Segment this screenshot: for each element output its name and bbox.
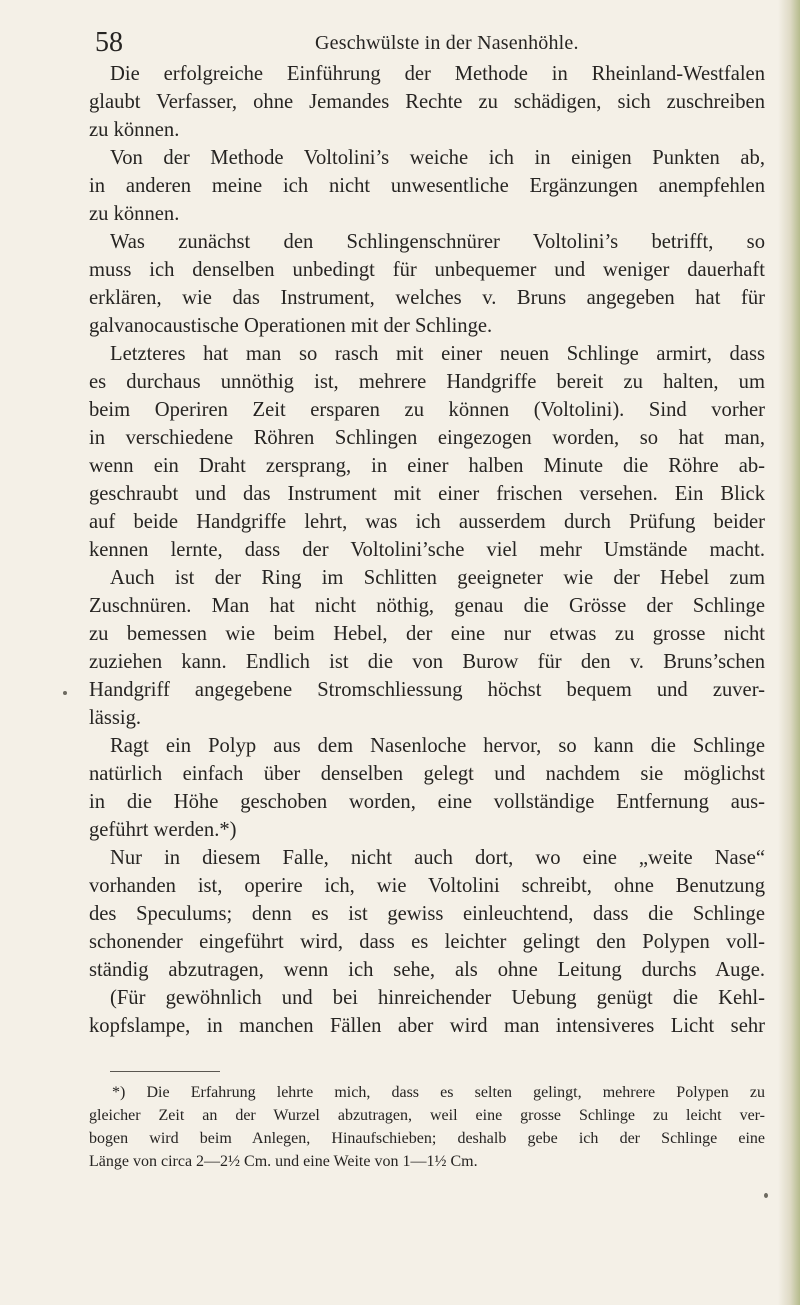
margin-ink-spot [764, 1193, 768, 1198]
text-line: zu bemessen wie beim Hebel, der eine nur etwas zu grosse nicht [89, 623, 765, 645]
page-number: 58 [95, 27, 123, 58]
footnote-line: bogen wird beim Anlegen, Hinaufschieben; deshalb gebe ich der Schlinge eine [89, 1130, 765, 1147]
margin-ink-spot [63, 691, 67, 695]
text-line: Auch ist der Ring im Schlitten geeigneter wie der Hebel zum [110, 567, 765, 589]
text-line: ständig abzutragen, wenn ich sehe, als ohne Leitung durchs Auge. [89, 959, 765, 981]
text-line: in die Höhe geschoben worden, eine vollständige Entfernung aus- [89, 791, 765, 813]
text-line: vorhanden ist, operire ich, wie Voltolini schreibt, ohne Benutzung [89, 875, 765, 897]
text-line: geführt werden.*) [89, 819, 237, 841]
text-line: Was zunächst den Schlingenschnürer Voltolini’s betrifft, so [110, 231, 765, 253]
text-line: glaubt Verfasser, ohne Jemandes Rechte zu schädigen, sich zuschreiben [89, 91, 765, 113]
text-line: schonender eingeführt wird, dass es leichter gelingt den Polypen voll- [89, 931, 765, 953]
text-line: kopfslampe, in manchen Fällen aber wird man intensiveres Licht sehr [89, 1015, 765, 1037]
text-line: natürlich einfach über denselben gelegt und nachdem sie möglichst [89, 763, 765, 785]
text-line: des Speculums; denn es ist gewiss einleuchtend, dass die Schlinge [89, 903, 765, 925]
footnote [89, 1081, 765, 1173]
text-line: lässig. [89, 707, 142, 729]
running-head [95, 28, 765, 58]
footnote-line: *) Die Erfahrung lehrte mich, dass es selten gelingt, mehrere Polypen zu [112, 1084, 765, 1101]
text-line: erklären, wie das Instrument, welches v. Bruns angegeben hat für [89, 287, 765, 309]
text-line: (Für gewöhnlich und bei hinreichender Uebung genügt die Kehl- [110, 987, 765, 1009]
text-line: kennen lernte, dass der Voltolini’sche viel mehr Umstände macht. [89, 539, 765, 561]
running-title: Geschwülste in der Nasenhöhle. [315, 32, 579, 54]
text-line: muss ich denselben unbedingt für unbequemer und weniger dauerhaft [89, 259, 765, 281]
text-line: beim Operiren Zeit ersparen zu können (Voltolini). Sind vorher [89, 399, 765, 421]
text-line: zu können. [89, 119, 180, 141]
text-line: Zuschnüren. Man hat nicht nöthig, genau die Grösse der Schlinge [89, 595, 765, 617]
text-line: Nur in diesem Falle, nicht auch dort, wo eine „weite Nase“ [110, 847, 765, 869]
text-line: geschraubt und das Instrument mit einer frischen versehen. Ein Blick [89, 483, 765, 505]
text-line: auf beide Handgriffe lehrt, was ich ausserdem durch Prüfung beider [89, 511, 765, 533]
body-text [89, 60, 765, 1040]
text-line: in verschiedene Röhren Schlingen eingezogen worden, so hat man, [89, 427, 765, 449]
text-line: Ragt ein Polyp aus dem Nasenloche hervor, so kann die Schlinge [110, 735, 765, 757]
page-edge-shadow [778, 0, 800, 1305]
text-line: Handgriff angegebene Stromschliessung höchst bequem und zuver- [89, 679, 765, 701]
text-line: Von der Methode Voltolini’s weiche ich in einigen Punkten ab, [110, 147, 765, 169]
footnote-separator [110, 1071, 220, 1072]
footnote-line: gleicher Zeit an der Wurzel abzutragen, weil eine grosse Schlinge zu leicht ver- [89, 1107, 765, 1124]
footnote-line: Länge von circa 2—2½ Cm. und eine Weite von 1—1½ Cm. [89, 1153, 478, 1170]
text-line: zuziehen kann. Endlich ist die von Burow für den v. Bruns’schen [89, 651, 765, 673]
text-line: Letzteres hat man so rasch mit einer neuen Schlinge armirt, dass [110, 343, 765, 365]
text-line: Die erfolgreiche Einführung der Methode in Rheinland-Westfalen [110, 63, 765, 85]
text-line: galvanocaustische Operationen mit der Schlinge. [89, 315, 493, 337]
text-line: zu können. [89, 203, 180, 225]
text-line: es durchaus unnöthig ist, mehrere Handgriffe bereit zu halten, um [89, 371, 765, 393]
text-line: in anderen meine ich nicht unwesentliche Ergänzungen anempfehlen [89, 175, 765, 197]
text-line: wenn ein Draht zersprang, in einer halben Minute die Röhre ab- [89, 455, 765, 477]
